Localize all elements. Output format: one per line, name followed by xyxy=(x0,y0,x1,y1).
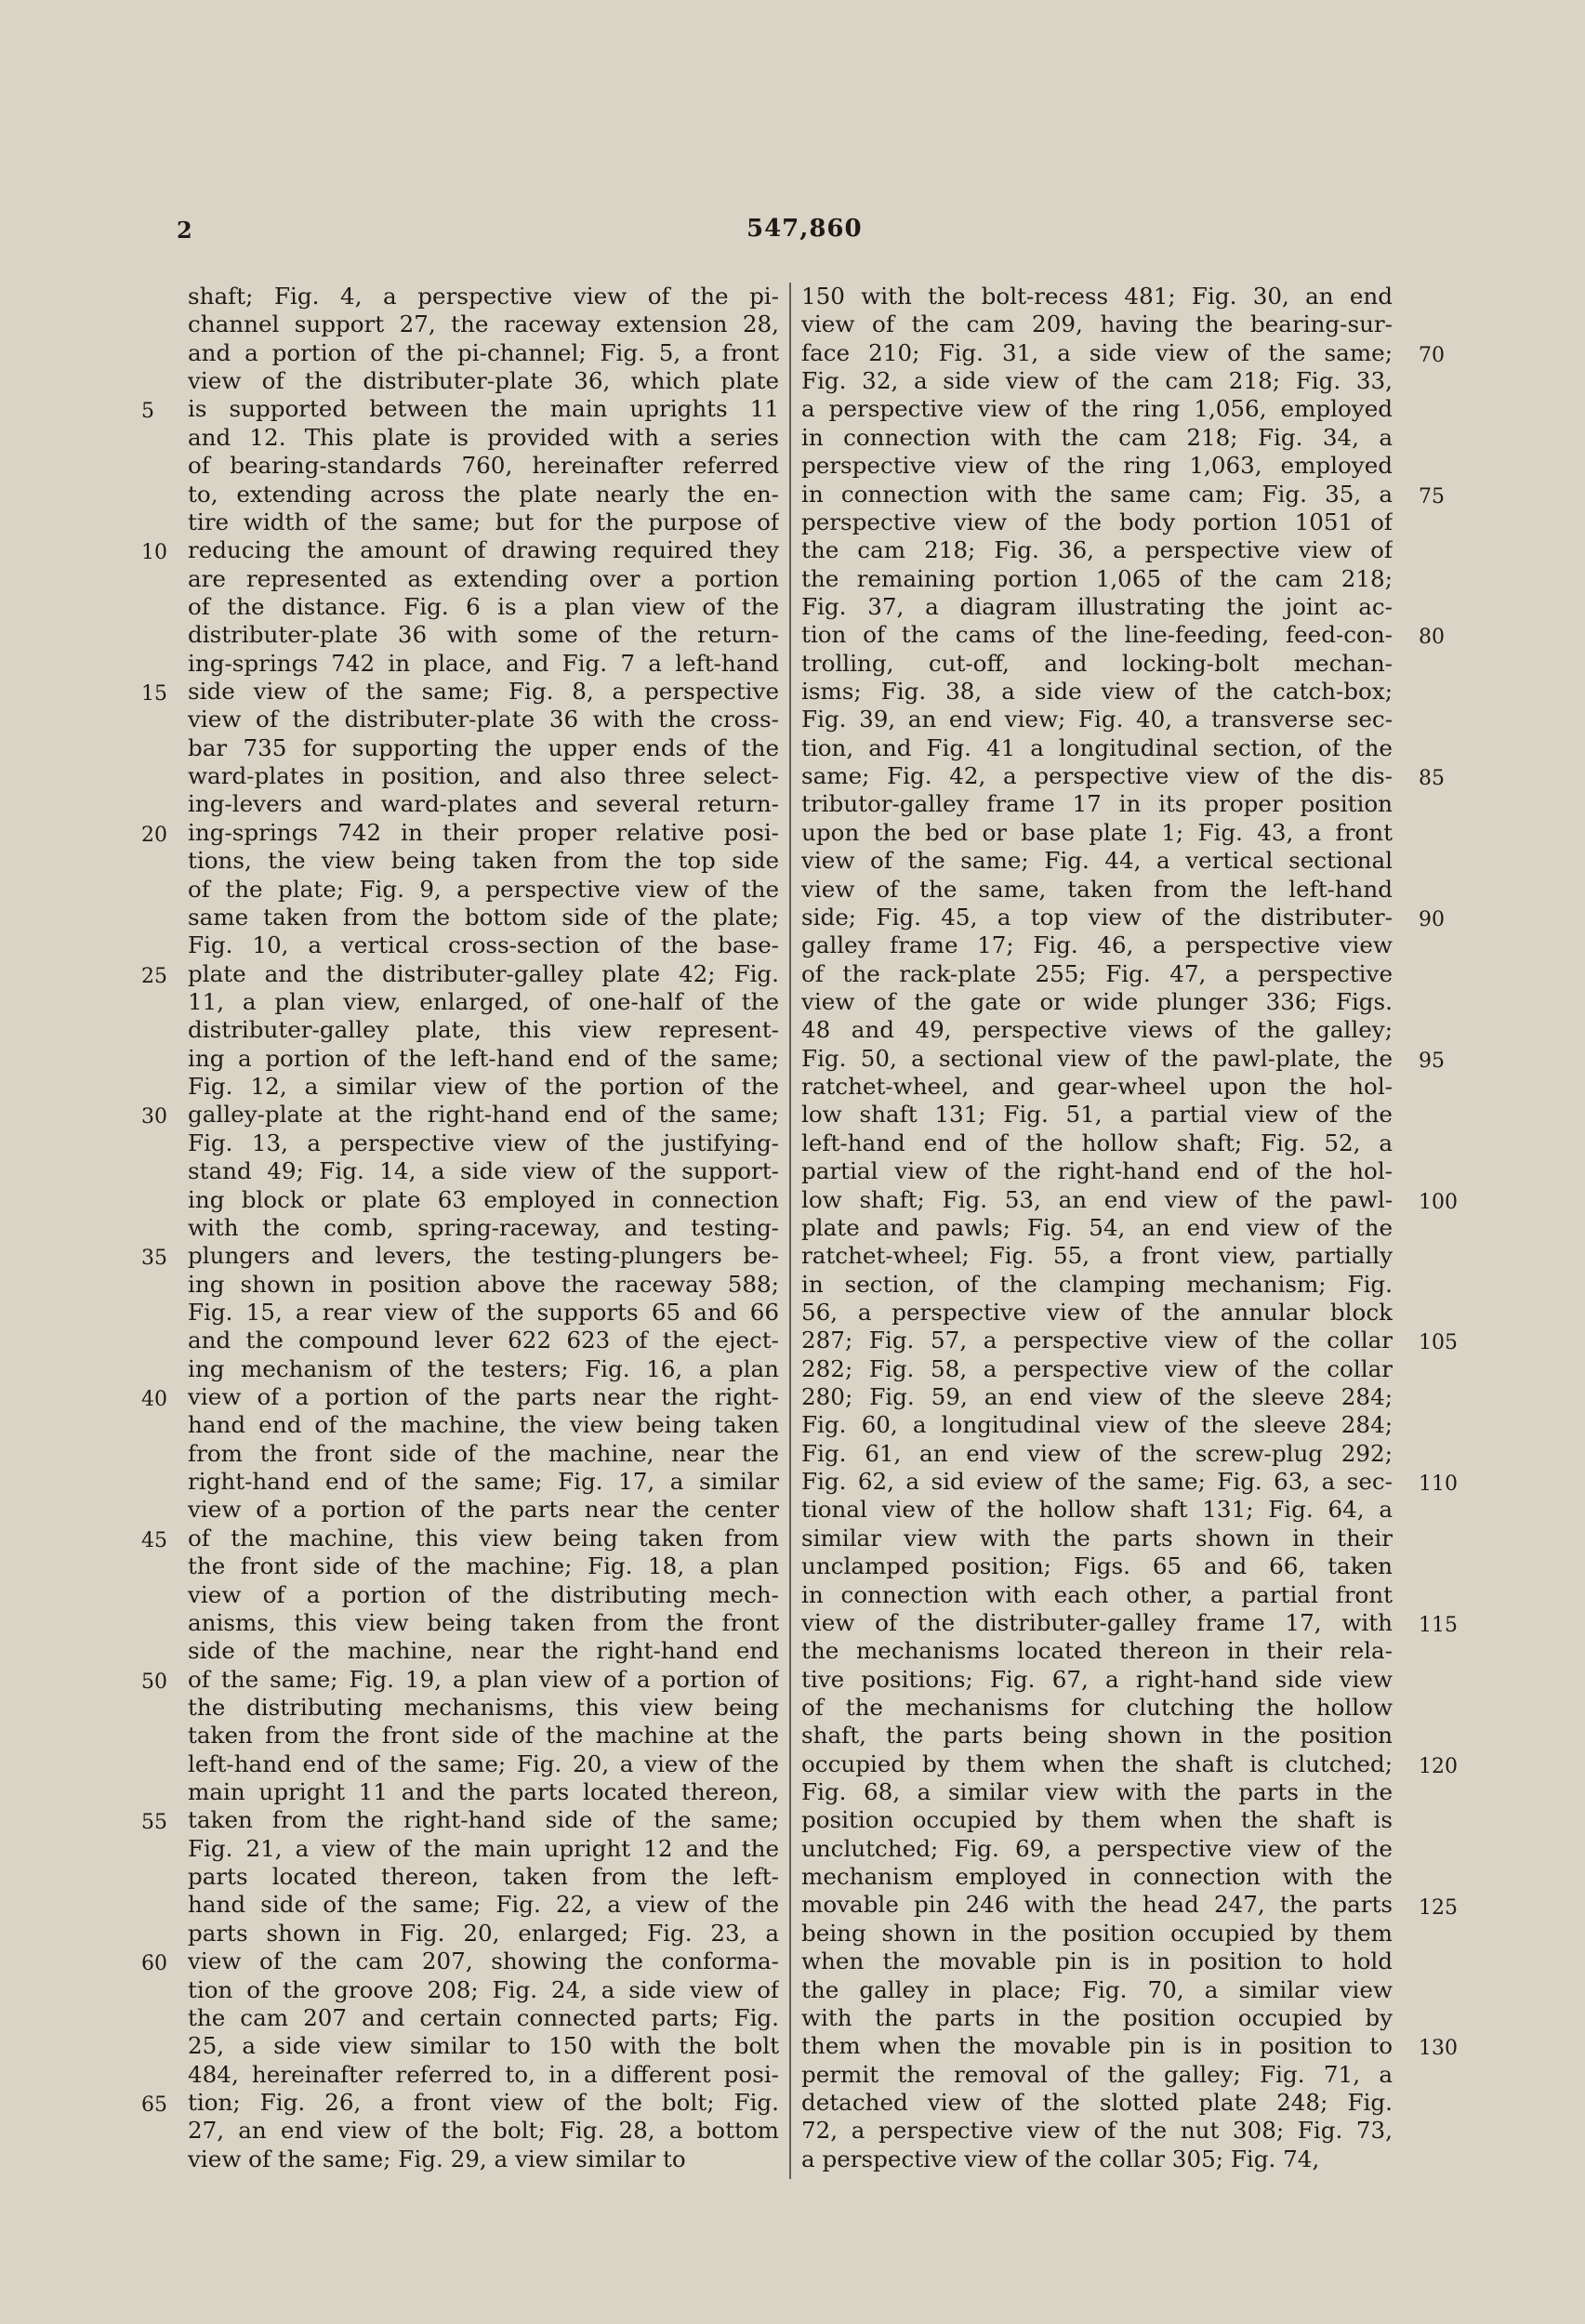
text-line: plungers and levers, the testing-plungers be- xyxy=(188,1242,779,1270)
text-line: main upright 11 and the parts located thereon, xyxy=(188,1778,779,1806)
text-line: the front side of the machine; Fig. 18, a plan xyxy=(188,1552,779,1580)
text-line: ing block or plate 63 employed in connection xyxy=(188,1185,779,1213)
patent-number: 547,860 xyxy=(746,215,863,243)
text-line: the cam 218; Fig. 36, a perspective view of xyxy=(801,536,1393,564)
line-number: 15 xyxy=(141,682,167,706)
text-line: the galley in place; Fig. 70, a similar view xyxy=(801,1975,1393,2003)
text-line: 11, a plan view, enlarged, of one-half of the xyxy=(188,987,779,1015)
text-line: tributor-galley frame 17 in its proper position xyxy=(801,790,1393,818)
line-number: 95 xyxy=(1419,1049,1445,1073)
line-number: 85 xyxy=(1419,767,1445,791)
text-line: Fig. 37, a diagram illustrating the joint ac- xyxy=(801,592,1393,620)
text-line: left-hand end of the same; Fig. 20, a view of the xyxy=(188,1750,779,1777)
text-line: them when the movable pin is in position to xyxy=(801,2032,1393,2060)
text-line: side; Fig. 45, a top view of the distributer- xyxy=(801,903,1393,931)
line-number: 40 xyxy=(141,1388,167,1412)
text-line: perspective view of the ring 1,063, employed xyxy=(801,452,1393,480)
text-line: ing-springs 742 in place, and Fig. 7 a left-hand xyxy=(188,649,779,677)
text-line: 484, hereinafter referred to, in a different posi- xyxy=(188,2060,779,2088)
text-line: 56, a perspective view of the annular block xyxy=(801,1298,1393,1326)
text-line: same; Fig. 42, a perspective view of the dis- xyxy=(801,762,1393,790)
text-line: in connection with the cam 218; Fig. 34, a xyxy=(801,423,1393,451)
text-line: of the mechanisms for clutching the hollow xyxy=(801,1693,1393,1721)
text-line: and the compound lever 622 623 of the eject- xyxy=(188,1327,779,1354)
text-line: Fig. 50, a sectional view of the pawl-plate, the xyxy=(801,1044,1393,1072)
text-line: the distributing mechanisms, this view being xyxy=(188,1693,779,1721)
text-line: parts located thereon, taken from the left- xyxy=(188,1863,779,1891)
text-line: Fig. 21, a view of the main upright 12 and the xyxy=(188,1834,779,1862)
text-line: ing-levers and ward-plates and several return- xyxy=(188,790,779,818)
text-line: 280; Fig. 59, an end view of the sleeve 284; xyxy=(801,1383,1393,1411)
text-line: ing shown in position above the raceway 588; xyxy=(188,1270,779,1298)
line-number: 125 xyxy=(1419,1895,1458,1920)
text-line: side view of the same; Fig. 8, a perspective xyxy=(188,678,779,706)
text-line: mechanism employed in connection with the xyxy=(801,1863,1393,1891)
text-line: view of the distributer-galley frame 17, with xyxy=(801,1608,1393,1636)
text-line: permit the removal of the galley; Fig. 71, a xyxy=(801,2060,1393,2088)
text-line: view of the gate or wide plunger 336; Figs. xyxy=(801,987,1393,1015)
line-number: 55 xyxy=(141,1811,167,1835)
text-line: channel support 27, the raceway extension 28, xyxy=(188,310,779,338)
text-line: the cam 207 and certain connected parts; Fig. xyxy=(188,2003,779,2031)
line-number: 60 xyxy=(141,1952,167,1976)
text-line: of the distance. Fig. 6 is a plan view of the xyxy=(188,592,779,620)
text-line: low shaft; Fig. 53, an end view of the pawl- xyxy=(801,1185,1393,1213)
text-line: from the front side of the machine, near the xyxy=(188,1439,779,1467)
text-line: 150 with the bolt-recess 481; Fig. 30, an end xyxy=(801,283,1393,310)
text-line: unclamped position; Figs. 65 and 66, taken xyxy=(801,1552,1393,1580)
column-divider xyxy=(789,283,791,2179)
line-number: 130 xyxy=(1419,2037,1458,2061)
text-line: Fig. 12, a similar view of the portion of the xyxy=(188,1073,779,1101)
line-number: 65 xyxy=(141,2093,167,2118)
text-line: being shown in the position occupied by them xyxy=(801,1919,1393,1947)
text-line: of the machine, this view being taken from xyxy=(188,1524,779,1552)
text-line: isms; Fig. 38, a side view of the catch-box; xyxy=(801,678,1393,706)
text-line: ing mechanism of the testers; Fig. 16, a plan xyxy=(188,1354,779,1382)
text-line: ing-springs 742 in their proper relative posi- xyxy=(188,818,779,846)
line-number: 20 xyxy=(141,823,167,847)
text-line: with the comb, spring-raceway, and testing- xyxy=(188,1213,779,1241)
text-line: the mechanisms located thereon in their rela- xyxy=(801,1637,1393,1665)
text-line: 287; Fig. 57, a perspective view of the collar xyxy=(801,1327,1393,1354)
text-line: shaft, the parts being shown in the position xyxy=(801,1722,1393,1750)
text-line: and a portion of the pi-channel; Fig. 5, a front xyxy=(188,338,779,366)
text-line: of the same; Fig. 19, a plan view of a portion of xyxy=(188,1665,779,1693)
text-line: anisms, this view being taken from the front xyxy=(188,1608,779,1636)
text-line: reducing the amount of drawing required they xyxy=(188,536,779,564)
text-line: bar 735 for supporting the upper ends of the xyxy=(188,733,779,761)
text-line: view of the distributer-plate 36 with the cross- xyxy=(188,706,779,733)
text-line: of the rack-plate 255; Fig. 47, a perspective xyxy=(801,959,1393,987)
text-line: view of the cam 209, having the bearing-sur- xyxy=(801,310,1393,338)
text-line: upon the bed or base plate 1; Fig. 43, a front xyxy=(801,818,1393,846)
text-line: and 12. This plate is provided with a series xyxy=(188,423,779,451)
line-number: 100 xyxy=(1419,1190,1458,1214)
text-line: Fig. 15, a rear view of the supports 65 and 66 xyxy=(188,1298,779,1326)
text-line: position occupied by them when the shaft is xyxy=(801,1806,1393,1834)
line-number: 115 xyxy=(1419,1613,1458,1637)
text-line: tire width of the same; but for the purpose of xyxy=(188,508,779,535)
line-number: 5 xyxy=(141,400,154,424)
text-line: face 210; Fig. 31, a side view of the same; xyxy=(801,338,1393,366)
text-line: in connection with each other, a partial front xyxy=(801,1580,1393,1608)
text-line: tional view of the hollow shaft 131; Fig. 64, a xyxy=(801,1496,1393,1524)
text-line: Fig. 10, a vertical cross-section of the base- xyxy=(188,931,779,959)
text-line: Fig. 13, a perspective view of the justifying- xyxy=(188,1129,779,1156)
text-line: tions, the view being taken from the top side xyxy=(188,847,779,875)
text-line: detached view of the slotted plate 248; Fig. xyxy=(801,2089,1393,2116)
text-line: Fig. 60, a longitudinal view of the sleeve 284; xyxy=(801,1411,1393,1439)
text-line: view of the same; Fig. 44, a vertical sectional xyxy=(801,847,1393,875)
text-line: tion, and Fig. 41 a longitudinal section, of the xyxy=(801,733,1393,761)
text-line: 27, an end view of the bolt; Fig. 28, a bottom xyxy=(188,2117,779,2145)
text-line: 25, a side view similar to 150 with the bolt xyxy=(188,2032,779,2060)
text-line: of the plate; Fig. 9, a perspective view of the xyxy=(188,875,779,903)
text-line: Fig. 61, an end view of the screw-plug 292; xyxy=(801,1439,1393,1467)
text-line: in connection with the same cam; Fig. 35, a xyxy=(801,480,1393,508)
text-line: view of the same, taken from the left-hand xyxy=(801,875,1393,903)
line-number: 50 xyxy=(141,1670,167,1694)
text-line: stand 49; Fig. 14, a side view of the support- xyxy=(188,1157,779,1185)
line-number: 105 xyxy=(1419,1331,1458,1355)
text-line: ratchet-wheel; Fig. 55, a front view, partially xyxy=(801,1242,1393,1270)
text-line: view of the same; Fig. 29, a view similar to xyxy=(188,2145,686,2172)
text-line: Fig. 68, a similar view with the parts in the xyxy=(801,1778,1393,1806)
line-number: 90 xyxy=(1419,907,1445,931)
page-number: 2 xyxy=(177,217,192,244)
text-line: tion; Fig. 26, a front view of the bolt; Fig. xyxy=(188,2089,779,2116)
line-number: 35 xyxy=(141,1247,167,1271)
text-line: tive positions; Fig. 67, a right-hand side view xyxy=(801,1665,1393,1693)
text-line: with the parts in the position occupied by xyxy=(801,2003,1393,2031)
text-line: view of the cam 207, showing the conforma- xyxy=(188,1948,779,1975)
text-line: perspective view of the body portion 1051 of xyxy=(801,508,1393,535)
text-line: tion of the groove 208; Fig. 24, a side view of xyxy=(188,1975,779,2003)
text-line: same taken from the bottom side of the plate; xyxy=(188,903,779,931)
text-line: tion of the cams of the line-feeding, feed-con- xyxy=(801,621,1393,649)
text-line: taken from the front side of the machine at the xyxy=(188,1722,779,1750)
line-number: 70 xyxy=(1419,343,1445,367)
text-line: trolling, cut-off, and locking-bolt mechan- xyxy=(801,649,1393,677)
text-line: to, extending across the plate nearly the en- xyxy=(188,480,779,508)
text-line: view of a portion of the distributing mech- xyxy=(188,1580,779,1608)
text-line: galley-plate at the right-hand end of the same; xyxy=(188,1101,779,1129)
line-number: 30 xyxy=(141,1105,167,1129)
text-line: unclutched; Fig. 69, a perspective view of the xyxy=(801,1834,1393,1862)
text-line: 48 and 49, perspective views of the galley; xyxy=(801,1016,1393,1044)
text-line: the remaining portion 1,065 of the cam 218; xyxy=(801,564,1393,592)
text-line: Fig. 39, an end view; Fig. 40, a transverse sec- xyxy=(801,706,1393,733)
text-line: taken from the right-hand side of the same; xyxy=(188,1806,779,1834)
right-text-column xyxy=(801,283,1393,2173)
text-line: distributer-galley plate, this view represent- xyxy=(188,1016,779,1044)
text-line: a perspective view of the ring 1,056, employed xyxy=(801,395,1393,423)
text-line: distributer-plate 36 with some of the return- xyxy=(188,621,779,649)
text-line: in section, of the clamping mechanism; Fig. xyxy=(801,1270,1393,1298)
text-line: ratchet-wheel, and gear-wheel upon the hol- xyxy=(801,1073,1393,1101)
text-line: a perspective view of the collar 305; Fig. 74, xyxy=(801,2145,1320,2172)
text-line: parts shown in Fig. 20, enlarged; Fig. 23, a xyxy=(188,1919,779,1947)
text-line: ward-plates in position, and also three select- xyxy=(188,762,779,790)
text-line: right-hand end of the same; Fig. 17, a similar xyxy=(188,1468,779,1496)
text-line: are represented as extending over a portion xyxy=(188,564,779,592)
text-line: Fig. 62, a sid eview of the same; Fig. 63, a sec- xyxy=(801,1468,1393,1496)
text-line: is supported between the main uprights 11 xyxy=(188,395,779,423)
line-number: 45 xyxy=(141,1528,167,1552)
left-text-column xyxy=(188,283,779,2173)
text-line: similar view with the parts shown in their xyxy=(801,1524,1393,1552)
text-line: Fig. 32, a side view of the cam 218; Fig. 33, xyxy=(801,367,1393,395)
text-line: of bearing-standards 760, hereinafter referred xyxy=(188,452,779,480)
text-line: occupied by them when the shaft is clutched; xyxy=(801,1750,1393,1777)
text-line: view of the distributer-plate 36, which plate xyxy=(188,367,779,395)
text-line: ing a portion of the left-hand end of the same; xyxy=(188,1044,779,1072)
text-line: shaft; Fig. 4, a perspective view of the pi- xyxy=(188,283,779,310)
text-line: hand end of the machine, the view being taken xyxy=(188,1411,779,1439)
text-line: 72, a perspective view of the nut 308; Fig. 73, xyxy=(801,2117,1393,2145)
text-line: left-hand end of the hollow shaft; Fig. 52, a xyxy=(801,1129,1393,1156)
line-number: 80 xyxy=(1419,626,1445,650)
text-line: low shaft 131; Fig. 51, a partial view of the xyxy=(801,1101,1393,1129)
text-line: partial view of the right-hand end of the hol- xyxy=(801,1157,1393,1185)
text-line: movable pin 246 with the head 247, the parts xyxy=(801,1891,1393,1919)
text-line: view of a portion of the parts near the center xyxy=(188,1496,779,1524)
text-line: side of the machine, near the right-hand end xyxy=(188,1637,779,1665)
text-line: galley frame 17; Fig. 46, a perspective view xyxy=(801,931,1393,959)
text-line: plate and the distributer-galley plate 42; Fig. xyxy=(188,959,779,987)
text-line: hand side of the same; Fig. 22, a view of the xyxy=(188,1891,779,1919)
line-number: 120 xyxy=(1419,1754,1458,1778)
text-line: 282; Fig. 58, a perspective view of the collar xyxy=(801,1354,1393,1382)
text-line: view of a portion of the parts near the right- xyxy=(188,1383,779,1411)
line-number: 75 xyxy=(1419,484,1445,508)
line-number: 25 xyxy=(141,964,167,988)
text-line: plate and pawls; Fig. 54, an end view of the xyxy=(801,1213,1393,1241)
line-number: 10 xyxy=(141,541,167,565)
text-line: when the movable pin is in position to hold xyxy=(801,1948,1393,1975)
line-number: 110 xyxy=(1419,1472,1458,1497)
